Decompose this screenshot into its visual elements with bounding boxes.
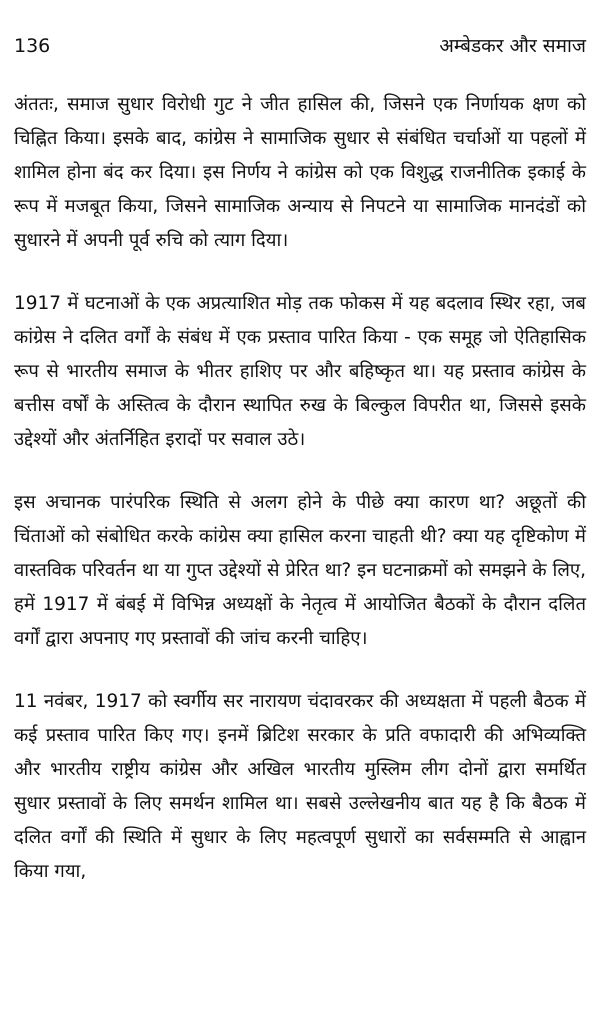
paragraph-2: 1917 में घटनाओं के एक अप्रत्याशित मोड़ तक फोकस में यह बदलाव स्थिर रहा, जब कांग्रेस ने दलित वर्गों के संबंध में एक प्रस्ताव पारित किया - एक समूह जो ऐतिहासिक रूप से भारतीय समाज के भीतर हाशिए पर और बहिष्कृत था। यह प्रस्ताव कांग्रेस के बत्तीस वर्षों के अस्तित्व के दौरान स्थापित रुख के बिल्कुल विपरीत था, जिससे इसके उद्देश्यों और अंतर्निहित इरादों पर सवाल उठे। <box>14 293 586 450</box>
paragraph-4: 11 नवंबर, 1917 को स्वर्गीय सर नारायण चंदावरकर की अध्यक्षता में पहली बैठक में कई प्रस्ताव पारित किए गए। इनमें ब्रिटिश सरकार के प्रति वफादारी की अभिव्यक्ति और भारतीय राष्ट्रीय कांग्रेस और अखिल भारतीय मुस्लिम लीग दोनों द्वारा समर्थित सुधार प्रस्तावों के लिए समर्थन शामिल था। सबसे उल्लेखनीय बात यह है कि बैठक में दलित वर्गों की स्थिति में सुधार के लिए महत्वपूर्ण सुधारों का सर्वसम्मति से आह्वान किया गया, <box>14 691 586 882</box>
page-header <box>14 34 586 64</box>
page-number: 136 <box>14 35 51 57</box>
running-title: अम्बेडकर और समाज <box>439 35 586 57</box>
paragraph-3: इस अचानक पारंपरिक स्थिति से अलग होने के पीछे क्या कारण था? अछूतों की चिंताओं को संबोधित करके कांग्रेस क्या हासिल करना चाहती थी? क्या यह दृष्टिकोण में वास्तविक परिवर्तन था या गुप्त उद्देश्यों से प्रेरित था? इन घटनाक्रमों को समझने के लिए, हमें 1917 में बंबई में विभिन्न अध्यक्षों के नेतृत्व में आयोजित बैठकों के दौरान दलित वर्गों द्वारा अपनाए गए प्रस्तावों की जांच करनी चाहिए। <box>14 492 586 649</box>
paragraph-1: अंततः, समाज सुधार विरोधी गुट ने जीत हासिल की, जिसने एक निर्णायक क्षण को चिह्नित किया। इसके बाद, कांग्रेस ने सामाजिक सुधार से संबंधित चर्चाओं या पहलों में शामिल होना बंद कर दिया। इस निर्णय ने कांग्रेस को एक विशुद्ध राजनीतिक इकाई के रूप में मजबूत किया, जिसने सामाजिक अन्याय से निपटने या सामाजिक मानदंडों को सुधारने में अपनी पूर्व रुचि को त्याग दिया। <box>14 94 586 251</box>
body-text <box>14 88 586 918</box>
